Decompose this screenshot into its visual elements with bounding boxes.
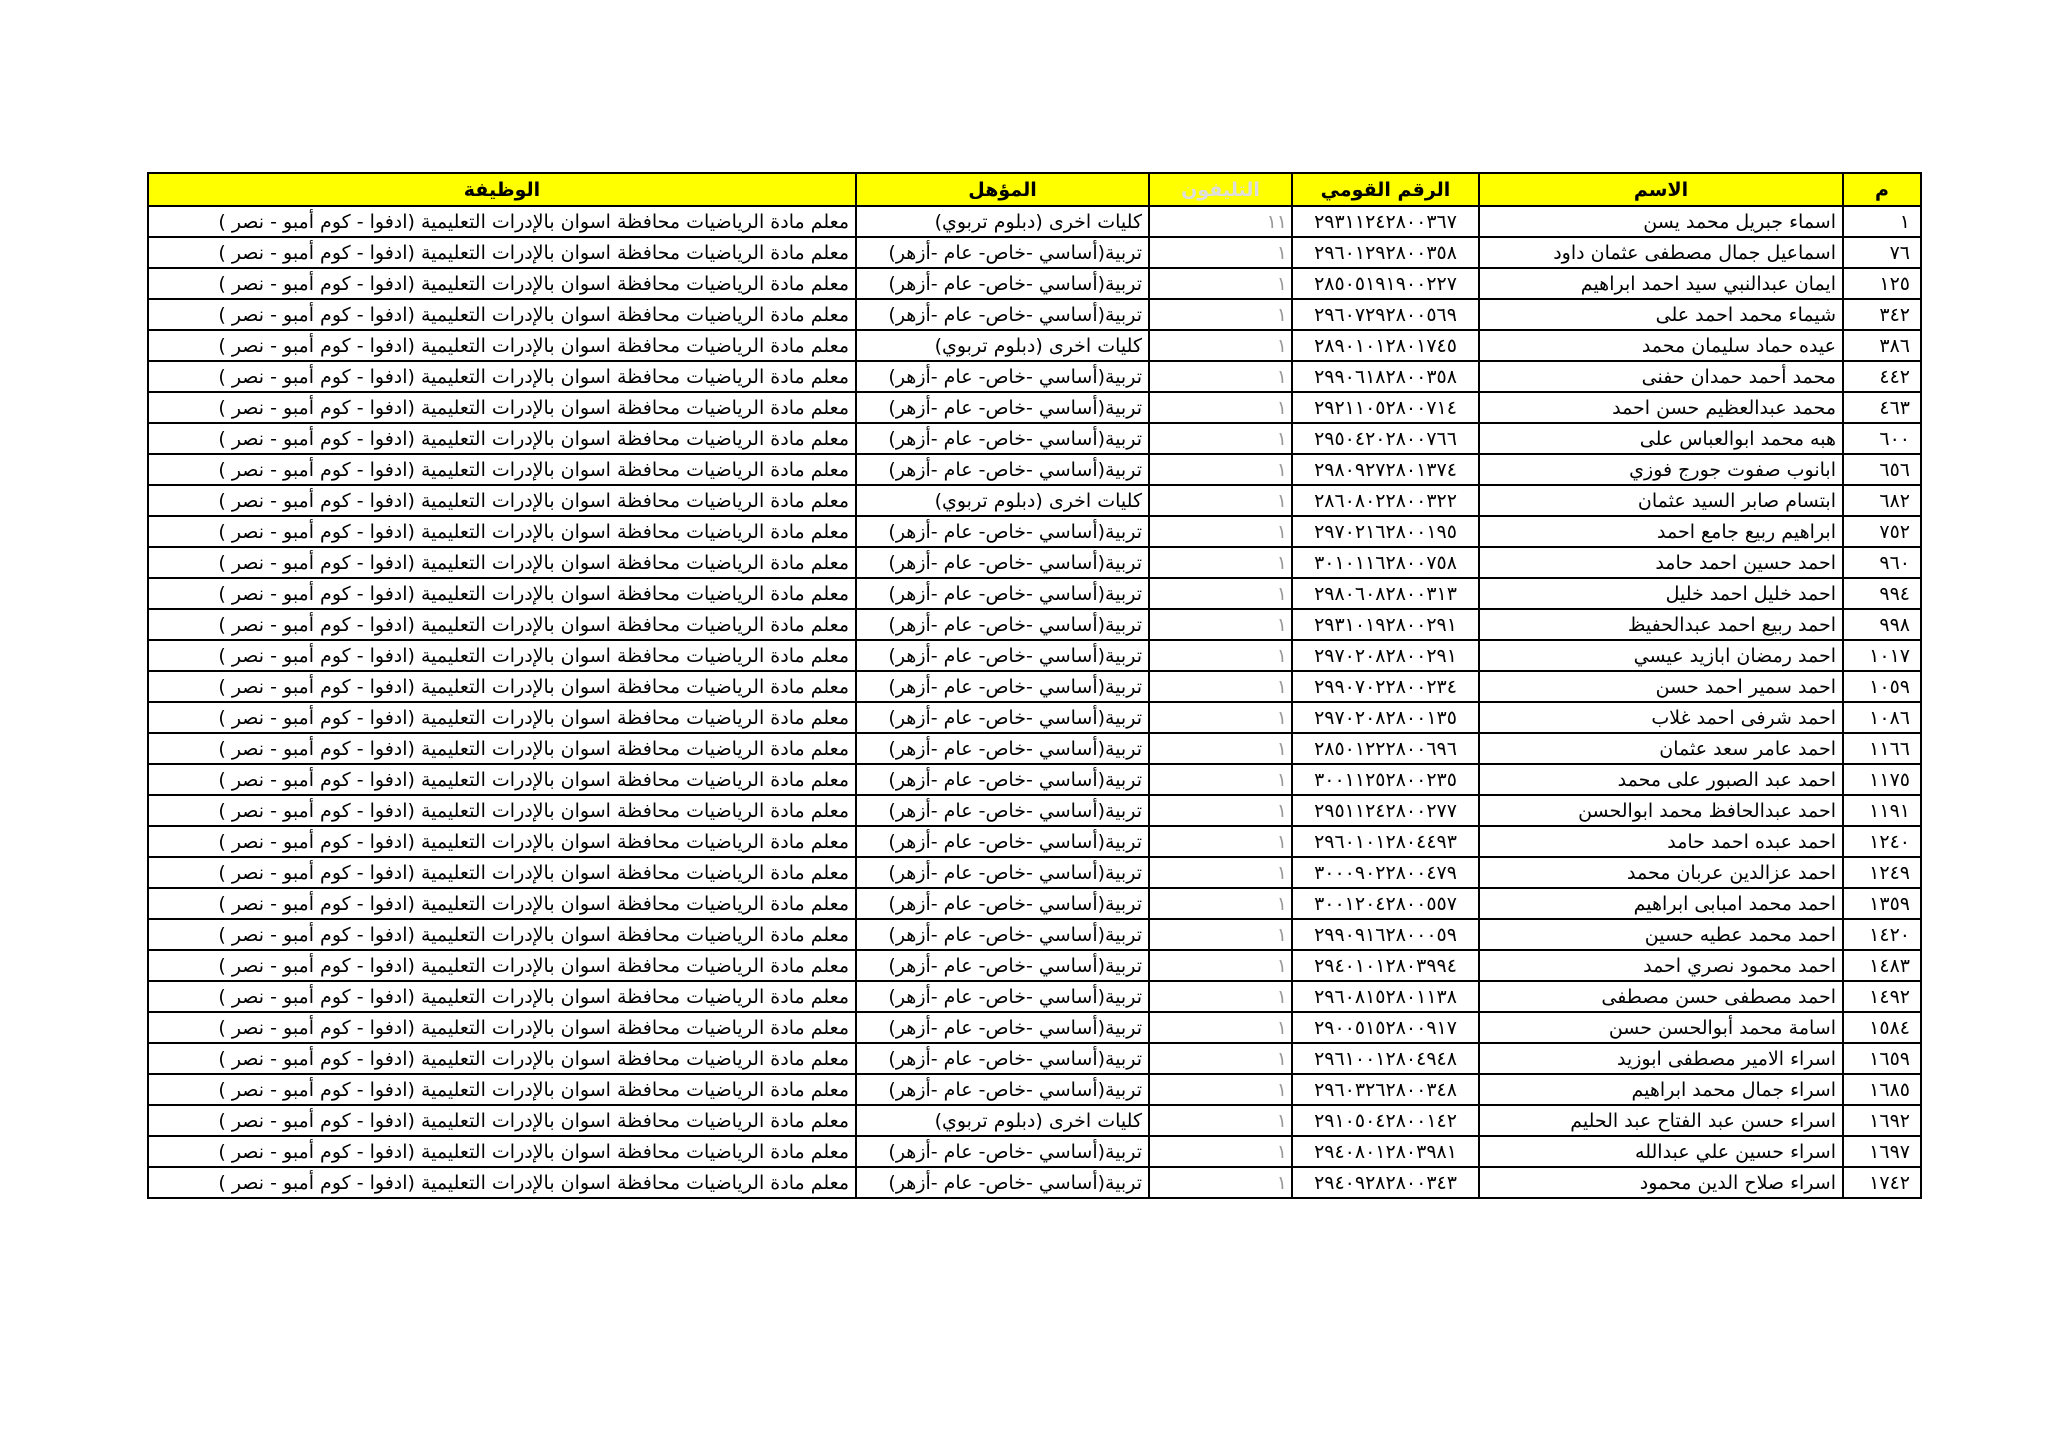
table-row: [148, 702, 1921, 733]
cell-qualification: تربية(أساسي -خاص- عام -أزهر): [856, 857, 1149, 888]
cell-qualification: تربية(أساسي -خاص- عام -أزهر): [856, 547, 1149, 578]
cell-national-id: ٢٩٨٠٩٢٧٢٨٠١٣٧٤: [1292, 454, 1479, 485]
cell-national-id: ٢٩٢١١٠٥٢٨٠٠٧١٤: [1292, 392, 1479, 423]
cell-national-id: ٢٩٨٠٦٠٨٢٨٠٠٣١٣: [1292, 578, 1479, 609]
cell-name: ابراهيم ربيع جامع احمد: [1479, 516, 1843, 547]
cell-qualification: كليات اخرى (دبلوم تربوي): [856, 206, 1149, 237]
cell-num: ١: [1843, 206, 1921, 237]
cell-name: احمد رمضان ابازيد عيسي: [1479, 640, 1843, 671]
header-row: [148, 173, 1921, 206]
table-row: [148, 764, 1921, 795]
header-job: الوظيفة: [148, 173, 856, 206]
cell-national-id: ٢٩٦٠٧٢٩٢٨٠٠٥٦٩: [1292, 299, 1479, 330]
cell-phone: ١: [1149, 733, 1292, 764]
cell-phone: ١: [1149, 1074, 1292, 1105]
cell-num: ١٤٩٢: [1843, 981, 1921, 1012]
cell-national-id: ٢٨٥٠١٢٢٢٨٠٠٦٩٦: [1292, 733, 1479, 764]
cell-job: معلم مادة الرياضيات محافظة اسوان بالإدرات التعليمية (ادفوا - كوم أمبو - نصر ): [148, 733, 856, 764]
cell-num: ١٠١٧: [1843, 640, 1921, 671]
cell-phone: ١: [1149, 330, 1292, 361]
cell-qualification: تربية(أساسي -خاص- عام -أزهر): [856, 795, 1149, 826]
cell-num: ٧٦: [1843, 237, 1921, 268]
cell-job: معلم مادة الرياضيات محافظة اسوان بالإدرات التعليمية (ادفوا - كوم أمبو - نصر ): [148, 919, 856, 950]
table-row: [148, 268, 1921, 299]
cell-job: معلم مادة الرياضيات محافظة اسوان بالإدرات التعليمية (ادفوا - كوم أمبو - نصر ): [148, 826, 856, 857]
cell-name: ايمان عبدالنبي سيد احمد ابراهيم: [1479, 268, 1843, 299]
cell-qualification: تربية(أساسي -خاص- عام -أزهر): [856, 1136, 1149, 1167]
cell-name: اسراء جمال محمد ابراهيم: [1479, 1074, 1843, 1105]
cell-phone: ١: [1149, 454, 1292, 485]
cell-num: ٧٥٢: [1843, 516, 1921, 547]
cell-num: ١٦٨٥: [1843, 1074, 1921, 1105]
cell-name: احمد مصطفى حسن مصطفى: [1479, 981, 1843, 1012]
cell-national-id: ٢٩٦٠٣٢٦٢٨٠٠٣٤٨: [1292, 1074, 1479, 1105]
cell-job: معلم مادة الرياضيات محافظة اسوان بالإدرات التعليمية (ادفوا - كوم أمبو - نصر ): [148, 671, 856, 702]
cell-phone: ١: [1149, 578, 1292, 609]
table-row: [148, 857, 1921, 888]
cell-qualification: تربية(أساسي -خاص- عام -أزهر): [856, 981, 1149, 1012]
cell-national-id: ٢٩٣١١٢٤٢٨٠٠٣٦٧: [1292, 206, 1479, 237]
cell-phone: ١: [1149, 981, 1292, 1012]
cell-national-id: ٢٩٥١١٢٤٢٨٠٠٢٧٧: [1292, 795, 1479, 826]
cell-phone: ١: [1149, 950, 1292, 981]
table-row: [148, 1136, 1921, 1167]
cell-job: معلم مادة الرياضيات محافظة اسوان بالإدرات التعليمية (ادفوا - كوم أمبو - نصر ): [148, 547, 856, 578]
cell-national-id: ٢٩٥٠٤٢٠٢٨٠٠٧٦٦: [1292, 423, 1479, 454]
table-row: [148, 919, 1921, 950]
cell-name: احمد عبدالحافظ محمد ابوالحسن: [1479, 795, 1843, 826]
cell-national-id: ٢٩٧٠٢٠٨٢٨٠٠٢٩١: [1292, 640, 1479, 671]
table-row: [148, 1167, 1921, 1198]
cell-phone: ١: [1149, 795, 1292, 826]
cell-job: معلم مادة الرياضيات محافظة اسوان بالإدرات التعليمية (ادفوا - كوم أمبو - نصر ): [148, 578, 856, 609]
cell-num: ١٢٤٠: [1843, 826, 1921, 857]
header-num: م: [1843, 173, 1921, 206]
cell-phone: ١: [1149, 888, 1292, 919]
cell-job: معلم مادة الرياضيات محافظة اسوان بالإدرات التعليمية (ادفوا - كوم أمبو - نصر ): [148, 361, 856, 392]
table-row: [148, 454, 1921, 485]
cell-name: اسماء جبريل محمد يسن: [1479, 206, 1843, 237]
cell-name: احمد عامر سعد عثمان: [1479, 733, 1843, 764]
cell-name: اسراء حسن عبد الفتاح عبد الحليم: [1479, 1105, 1843, 1136]
cell-num: ٦٠٠: [1843, 423, 1921, 454]
cell-qualification: تربية(أساسي -خاص- عام -أزهر): [856, 950, 1149, 981]
cell-num: ١٠٨٦: [1843, 702, 1921, 733]
cell-name: اسراء الامير مصطفى ابوزيد: [1479, 1043, 1843, 1074]
cell-phone: ١: [1149, 485, 1292, 516]
cell-name: احمد عبده احمد حامد: [1479, 826, 1843, 857]
cell-qualification: تربية(أساسي -خاص- عام -أزهر): [856, 919, 1149, 950]
cell-job: معلم مادة الرياضيات محافظة اسوان بالإدرات التعليمية (ادفوا - كوم أمبو - نصر ): [148, 237, 856, 268]
cell-national-id: ٢٩٦٠١٢٩٢٨٠٠٣٥٨: [1292, 237, 1479, 268]
cell-name: احمد حسين احمد حامد: [1479, 547, 1843, 578]
cell-job: معلم مادة الرياضيات محافظة اسوان بالإدرات التعليمية (ادفوا - كوم أمبو - نصر ): [148, 1167, 856, 1198]
cell-phone: ١: [1149, 640, 1292, 671]
cell-job: معلم مادة الرياضيات محافظة اسوان بالإدرات التعليمية (ادفوا - كوم أمبو - نصر ): [148, 516, 856, 547]
cell-qualification: تربية(أساسي -خاص- عام -أزهر): [856, 454, 1149, 485]
table-row: [148, 392, 1921, 423]
cell-num: ١٣٥٩: [1843, 888, 1921, 919]
cell-qualification: تربية(أساسي -خاص- عام -أزهر): [856, 1167, 1149, 1198]
cell-job: معلم مادة الرياضيات محافظة اسوان بالإدرات التعليمية (ادفوا - كوم أمبو - نصر ): [148, 268, 856, 299]
cell-num: ١٦٥٩: [1843, 1043, 1921, 1074]
cell-num: ٩٦٠: [1843, 547, 1921, 578]
header-qualification: المؤهل: [856, 173, 1149, 206]
cell-num: ١٤٢٠: [1843, 919, 1921, 950]
cell-national-id: ٣٠٠١١٢٥٢٨٠٠٢٣٥: [1292, 764, 1479, 795]
header-national-id: الرقم القومي: [1292, 173, 1479, 206]
cell-qualification: تربية(أساسي -خاص- عام -أزهر): [856, 392, 1149, 423]
cell-qualification: تربية(أساسي -خاص- عام -أزهر): [856, 268, 1149, 299]
cell-job: معلم مادة الرياضيات محافظة اسوان بالإدرات التعليمية (ادفوا - كوم أمبو - نصر ): [148, 795, 856, 826]
cell-qualification: تربية(أساسي -خاص- عام -أزهر): [856, 671, 1149, 702]
table-row: [148, 299, 1921, 330]
cell-qualification: تربية(أساسي -خاص- عام -أزهر): [856, 640, 1149, 671]
cell-national-id: ٢٩٦١٠٠١٢٨٠٤٩٤٨: [1292, 1043, 1479, 1074]
cell-name: احمد محمد امبابى ابراهيم: [1479, 888, 1843, 919]
cell-qualification: تربية(أساسي -خاص- عام -أزهر): [856, 1043, 1149, 1074]
table-row: [148, 485, 1921, 516]
table-row: [148, 640, 1921, 671]
cell-num: ٣٨٦: [1843, 330, 1921, 361]
cell-job: معلم مادة الرياضيات محافظة اسوان بالإدرات التعليمية (ادفوا - كوم أمبو - نصر ): [148, 1074, 856, 1105]
cell-job: معلم مادة الرياضيات محافظة اسوان بالإدرات التعليمية (ادفوا - كوم أمبو - نصر ): [148, 981, 856, 1012]
cell-num: ١٦٩٧: [1843, 1136, 1921, 1167]
cell-national-id: ٣٠٠١٢٠٤٢٨٠٠٥٥٧: [1292, 888, 1479, 919]
cell-national-id: ٢٩٧٠٢١٦٢٨٠٠١٩٥: [1292, 516, 1479, 547]
table-row: [148, 1074, 1921, 1105]
cell-phone: ١: [1149, 1136, 1292, 1167]
cell-phone: ١: [1149, 609, 1292, 640]
table-row: [148, 361, 1921, 392]
cell-name: اسراء حسين علي عبدالله: [1479, 1136, 1843, 1167]
table-row: [148, 826, 1921, 857]
cell-qualification: تربية(أساسي -خاص- عام -أزهر): [856, 237, 1149, 268]
cell-job: معلم مادة الرياضيات محافظة اسوان بالإدرات التعليمية (ادفوا - كوم أمبو - نصر ): [148, 764, 856, 795]
cell-qualification: تربية(أساسي -خاص- عام -أزهر): [856, 1012, 1149, 1043]
cell-qualification: تربية(أساسي -خاص- عام -أزهر): [856, 826, 1149, 857]
cell-phone: ١: [1149, 1105, 1292, 1136]
cell-job: معلم مادة الرياضيات محافظة اسوان بالإدرات التعليمية (ادفوا - كوم أمبو - نصر ): [148, 454, 856, 485]
table-row: [148, 547, 1921, 578]
cell-num: ١٠٥٩: [1843, 671, 1921, 702]
cell-qualification: تربية(أساسي -خاص- عام -أزهر): [856, 361, 1149, 392]
cell-qualification: تربية(أساسي -خاص- عام -أزهر): [856, 702, 1149, 733]
table-row: [148, 516, 1921, 547]
candidates-table: [147, 172, 1922, 1199]
cell-num: ١٢٥: [1843, 268, 1921, 299]
cell-phone: ١: [1149, 547, 1292, 578]
table-row: [148, 237, 1921, 268]
cell-job: معلم مادة الرياضيات محافظة اسوان بالإدرات التعليمية (ادفوا - كوم أمبو - نصر ): [148, 1043, 856, 1074]
cell-qualification: كليات اخرى (دبلوم تربوي): [856, 485, 1149, 516]
table-row: [148, 206, 1921, 237]
cell-national-id: ٢٨٥٠٥١٩١٩٠٠٢٢٧: [1292, 268, 1479, 299]
cell-job: معلم مادة الرياضيات محافظة اسوان بالإدرات التعليمية (ادفوا - كوم أمبو - نصر ): [148, 640, 856, 671]
cell-qualification: كليات اخرى (دبلوم تربوي): [856, 1105, 1149, 1136]
cell-qualification: تربية(أساسي -خاص- عام -أزهر): [856, 733, 1149, 764]
cell-phone: ١: [1149, 299, 1292, 330]
table-body: [148, 206, 1921, 1198]
table-row: [148, 888, 1921, 919]
cell-national-id: ٢٩٤٠٨٠١٢٨٠٣٩٨١: [1292, 1136, 1479, 1167]
cell-phone: ١: [1149, 702, 1292, 733]
cell-num: ١١٩١: [1843, 795, 1921, 826]
cell-num: ٩٩٤: [1843, 578, 1921, 609]
cell-job: معلم مادة الرياضيات محافظة اسوان بالإدرات التعليمية (ادفوا - كوم أمبو - نصر ): [148, 702, 856, 733]
table-row: [148, 1043, 1921, 1074]
cell-phone: ١: [1149, 919, 1292, 950]
spreadsheet-sheet: [147, 172, 1920, 1199]
cell-name: محمد عبدالعظيم حسن احمد: [1479, 392, 1843, 423]
cell-name: محمد أحمد حمدان حفنى: [1479, 361, 1843, 392]
cell-job: معلم مادة الرياضيات محافظة اسوان بالإدرات التعليمية (ادفوا - كوم أمبو - نصر ): [148, 423, 856, 454]
cell-national-id: ٢٩٠٠٥١٥٢٨٠٠٩١٧: [1292, 1012, 1479, 1043]
cell-name: عيده حماد سليمان محمد: [1479, 330, 1843, 361]
cell-num: ١١٧٥: [1843, 764, 1921, 795]
cell-job: معلم مادة الرياضيات محافظة اسوان بالإدرات التعليمية (ادفوا - كوم أمبو - نصر ): [148, 206, 856, 237]
cell-phone: ١: [1149, 237, 1292, 268]
table-row: [148, 609, 1921, 640]
cell-num: ٣٤٢: [1843, 299, 1921, 330]
cell-job: معلم مادة الرياضيات محافظة اسوان بالإدرات التعليمية (ادفوا - كوم أمبو - نصر ): [148, 330, 856, 361]
cell-qualification: تربية(أساسي -خاص- عام -أزهر): [856, 516, 1149, 547]
cell-job: معلم مادة الرياضيات محافظة اسوان بالإدرات التعليمية (ادفوا - كوم أمبو - نصر ): [148, 485, 856, 516]
cell-job: معلم مادة الرياضيات محافظة اسوان بالإدرات التعليمية (ادفوا - كوم أمبو - نصر ): [148, 609, 856, 640]
table-row: [148, 330, 1921, 361]
header-name: الاسم: [1479, 173, 1843, 206]
cell-qualification: تربية(أساسي -خاص- عام -أزهر): [856, 299, 1149, 330]
cell-national-id: ٢٩٩٠٦١٨٢٨٠٠٣٥٨: [1292, 361, 1479, 392]
cell-national-id: ٣٠١٠١١٦٢٨٠٠٧٥٨: [1292, 547, 1479, 578]
table-row: [148, 950, 1921, 981]
cell-name: هبه محمد ابوالعباس على: [1479, 423, 1843, 454]
cell-qualification: تربية(أساسي -خاص- عام -أزهر): [856, 578, 1149, 609]
cell-name: احمد خليل احمد خليل: [1479, 578, 1843, 609]
cell-phone: ١: [1149, 1043, 1292, 1074]
table-row: [148, 981, 1921, 1012]
table-row: [148, 423, 1921, 454]
cell-name: احمد سمير احمد حسن: [1479, 671, 1843, 702]
cell-phone: ١: [1149, 516, 1292, 547]
cell-name: ابتسام صابر السيد عثمان: [1479, 485, 1843, 516]
header-phone: [1149, 173, 1292, 206]
cell-num: ١٢٤٩: [1843, 857, 1921, 888]
cell-national-id: ٢٩٩٠٧٠٢٢٨٠٠٢٣٤: [1292, 671, 1479, 702]
cell-phone: ١: [1149, 268, 1292, 299]
cell-num: ١١٦٦: [1843, 733, 1921, 764]
cell-job: معلم مادة الرياضيات محافظة اسوان بالإدرات التعليمية (ادفوا - كوم أمبو - نصر ): [148, 888, 856, 919]
cell-name: ابانوب صفوت جورج فوزي: [1479, 454, 1843, 485]
cell-job: معلم مادة الرياضيات محافظة اسوان بالإدرات التعليمية (ادفوا - كوم أمبو - نصر ): [148, 950, 856, 981]
cell-national-id: ٢٩١٠٥٠٤٢٨٠٠١٤٢: [1292, 1105, 1479, 1136]
cell-job: معلم مادة الرياضيات محافظة اسوان بالإدرات التعليمية (ادفوا - كوم أمبو - نصر ): [148, 1012, 856, 1043]
cell-phone: ١: [1149, 826, 1292, 857]
cell-qualification: تربية(أساسي -خاص- عام -أزهر): [856, 609, 1149, 640]
cell-qualification: كليات اخرى (دبلوم تربوي): [856, 330, 1149, 361]
cell-job: معلم مادة الرياضيات محافظة اسوان بالإدرات التعليمية (ادفوا - كوم أمبو - نصر ): [148, 1136, 856, 1167]
cell-name: احمد محمود نصري احمد: [1479, 950, 1843, 981]
table-row: [148, 1105, 1921, 1136]
cell-num: ١٥٨٤: [1843, 1012, 1921, 1043]
cell-num: ١٤٨٣: [1843, 950, 1921, 981]
cell-name: اسامة محمد أبوالحسن حسن: [1479, 1012, 1843, 1043]
cell-phone: ١: [1149, 671, 1292, 702]
cell-num: ٩٩٨: [1843, 609, 1921, 640]
table-row: [148, 1012, 1921, 1043]
cell-national-id: ٣٠٠٠٩٠٢٢٨٠٠٤٧٩: [1292, 857, 1479, 888]
header-phone-label: التليفون: [1181, 178, 1260, 201]
cell-qualification: تربية(أساسي -خاص- عام -أزهر): [856, 423, 1149, 454]
cell-phone: ١: [1149, 857, 1292, 888]
cell-qualification: تربية(أساسي -خاص- عام -أزهر): [856, 764, 1149, 795]
table-row: [148, 671, 1921, 702]
cell-qualification: تربية(أساسي -خاص- عام -أزهر): [856, 888, 1149, 919]
cell-job: معلم مادة الرياضيات محافظة اسوان بالإدرات التعليمية (ادفوا - كوم أمبو - نصر ): [148, 392, 856, 423]
cell-national-id: ٢٩٤٠٩٢٨٢٨٠٠٣٤٣: [1292, 1167, 1479, 1198]
cell-national-id: ٢٩٣١٠١٩٢٨٠٠٢٩١: [1292, 609, 1479, 640]
cell-name: شيماء محمد احمد على: [1479, 299, 1843, 330]
cell-phone: ١: [1149, 361, 1292, 392]
cell-phone: ١: [1149, 764, 1292, 795]
cell-num: ٦٥٦: [1843, 454, 1921, 485]
cell-phone: ١: [1149, 392, 1292, 423]
cell-national-id: ٢٩٤٠١٠١٢٨٠٣٩٩٤: [1292, 950, 1479, 981]
cell-job: معلم مادة الرياضيات محافظة اسوان بالإدرات التعليمية (ادفوا - كوم أمبو - نصر ): [148, 299, 856, 330]
cell-national-id: ٢٩٦٠١٠١٢٨٠٤٤٩٣: [1292, 826, 1479, 857]
cell-name: احمد ربيع احمد عبدالحفيظ: [1479, 609, 1843, 640]
cell-national-id: ٢٩٦٠٨١٥٢٨٠١١٣٨: [1292, 981, 1479, 1012]
cell-name: احمد محمد عطيه حسين: [1479, 919, 1843, 950]
cell-national-id: ٢٨٩٠١٠١٢٨٠١٧٤٥: [1292, 330, 1479, 361]
cell-name: احمد شرفى احمد غلاب: [1479, 702, 1843, 733]
cell-name: اسراء صلاح الدين محمود: [1479, 1167, 1843, 1198]
cell-phone: ١١: [1149, 206, 1292, 237]
table-row: [148, 795, 1921, 826]
cell-name: احمد عبد الصبور على محمد: [1479, 764, 1843, 795]
cell-national-id: ٢٩٧٠٢٠٨٢٨٠٠١٣٥: [1292, 702, 1479, 733]
cell-job: معلم مادة الرياضيات محافظة اسوان بالإدرات التعليمية (ادفوا - كوم أمبو - نصر ): [148, 857, 856, 888]
cell-num: ٦٨٢: [1843, 485, 1921, 516]
cell-phone: ١: [1149, 1167, 1292, 1198]
cell-name: احمد عزالدين عربان محمد: [1479, 857, 1843, 888]
cell-job: معلم مادة الرياضيات محافظة اسوان بالإدرات التعليمية (ادفوا - كوم أمبو - نصر ): [148, 1105, 856, 1136]
cell-num: ١٧٤٢: [1843, 1167, 1921, 1198]
table-row: [148, 733, 1921, 764]
cell-qualification: تربية(أساسي -خاص- عام -أزهر): [856, 1074, 1149, 1105]
cell-national-id: ٢٨٦٠٨٠٢٢٨٠٠٣٢٢: [1292, 485, 1479, 516]
cell-phone: ١: [1149, 423, 1292, 454]
cell-num: ٤٤٢: [1843, 361, 1921, 392]
cell-num: ١٦٩٢: [1843, 1105, 1921, 1136]
cell-name: اسماعيل جمال مصطفى عثمان داود: [1479, 237, 1843, 268]
table-row: [148, 578, 1921, 609]
cell-national-id: ٢٩٩٠٩١٦٢٨٠٠٠٥٩: [1292, 919, 1479, 950]
cell-num: ٤٦٣: [1843, 392, 1921, 423]
cell-phone: ١: [1149, 1012, 1292, 1043]
